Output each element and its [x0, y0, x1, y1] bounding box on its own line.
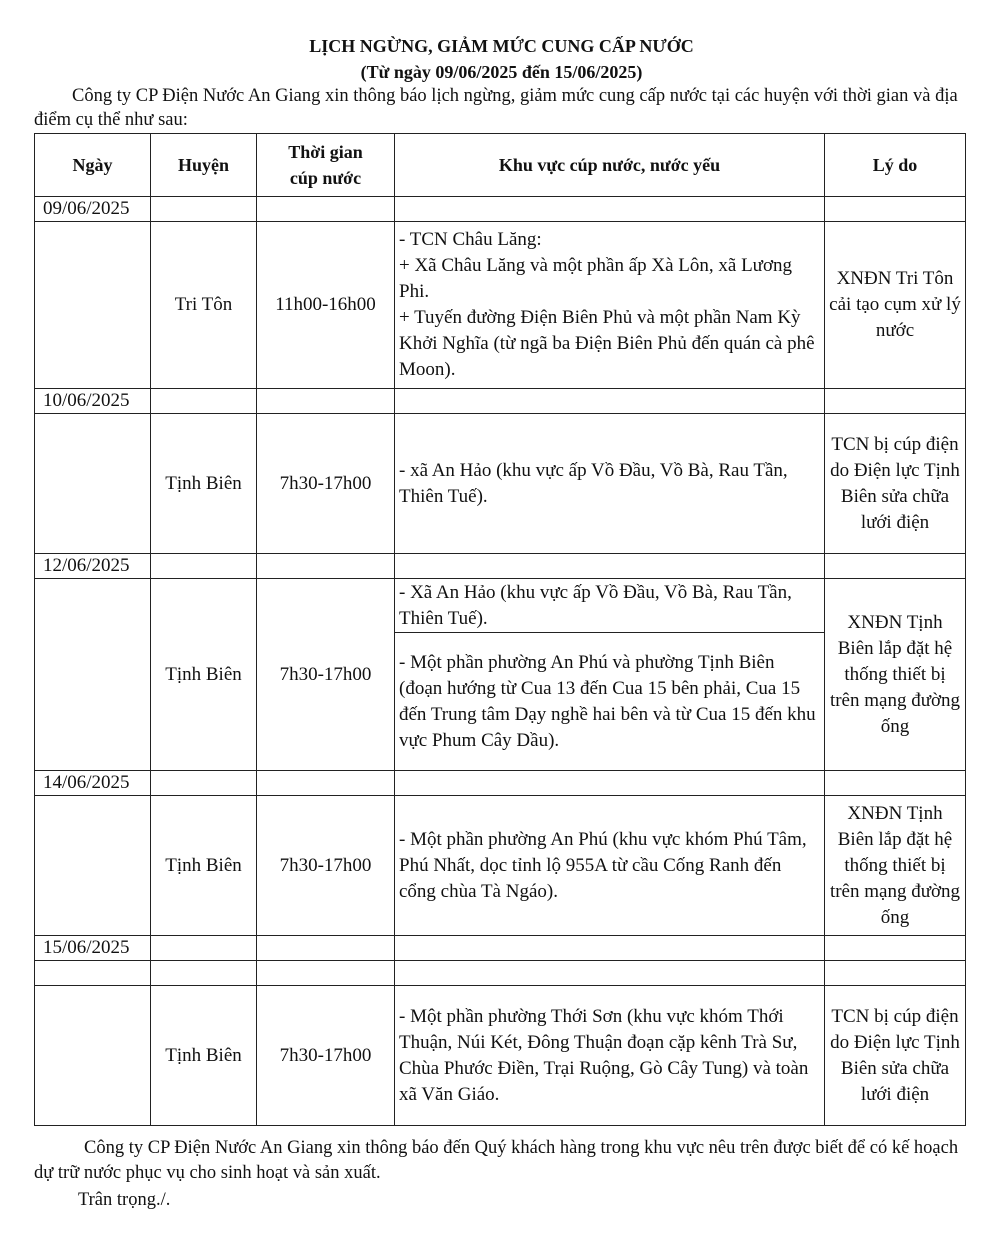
district-cell: Tịnh Biên	[151, 579, 257, 771]
reason-cell: XNĐN Tri Tôn cải tạo cụm xử lý nước	[825, 222, 966, 389]
area-line: + Tuyến đường Điện Biên Phủ và một phần Nam Kỳ Khởi Nghĩa (từ ngã ba Điện Biên Phủ đến quán cà phê Moon).	[399, 307, 815, 380]
header-area: Khu vực cúp nước, nước yếu	[395, 134, 825, 197]
table-row	[35, 986, 966, 1126]
area-cell	[395, 414, 825, 554]
header-reason: Lý do	[825, 134, 966, 197]
time-cell: 7h30-17h00	[257, 579, 395, 771]
document-title: LỊCH NGỪNG, GIẢM MỨC CUNG CẤP NƯỚC	[309, 36, 694, 56]
time-cell: 7h30-17h00	[257, 414, 395, 554]
header-date: Ngày	[35, 134, 151, 197]
date-row	[35, 389, 966, 414]
area-line: - Một phần phường Thới Sơn (khu vực khóm Thới Thuận, Núi Két, Đông Thuận đoạn cặp kênh Trà Sư, Chùa Phước Điền, Trại Ruộng, Gò Cây Tung) và toàn xã Văn Giáo.	[399, 1005, 809, 1105]
schedule-table	[34, 133, 966, 1126]
intro-paragraph: Công ty CP Điện Nước An Giang xin thông báo lịch ngừng, giảm mức cung cấp nước tại các huyện với thời gian và địa điểm cụ thể như sau:	[34, 86, 958, 130]
time-cell: 7h30-17h00	[257, 796, 395, 936]
table-row	[35, 796, 966, 936]
table-row	[35, 222, 966, 389]
document-subtitle: (Từ ngày 09/06/2025 đến 15/06/2025)	[360, 62, 643, 82]
area-cell-part2: - Một phần phường An Phú và phường Tịnh Biên (đoạn hướng từ Cua 13 đến Cua 15 bên phải, Cua 15 đến Trung tâm Dạy nghề hai bên và từ Cua 15 đến khu vực Phum Cây Dầu).	[395, 633, 825, 771]
reason-cell: TCN bị cúp điện do Điện lực Tịnh Biên sửa chữa lưới điện	[825, 414, 966, 554]
date-row	[35, 936, 966, 961]
area-cell	[395, 222, 825, 389]
area-cell	[395, 796, 825, 936]
blank-row	[35, 961, 966, 986]
area-cell	[395, 986, 825, 1126]
signoff: Trân trọng./.	[78, 1190, 171, 1210]
date-row	[35, 197, 966, 222]
date-cell: 14/06/2025	[35, 771, 151, 796]
district-cell: Tịnh Biên	[151, 796, 257, 936]
date-cell: 10/06/2025	[35, 389, 151, 414]
area-line: - xã An Hảo (khu vực ấp Vồ Đầu, Vồ Bà, Rau Tần, Thiên Tuế).	[399, 459, 788, 507]
table-row	[35, 579, 966, 633]
district-cell: Tịnh Biên	[151, 414, 257, 554]
area-line: - TCN Châu Lăng:	[399, 229, 542, 250]
date-row	[35, 554, 966, 579]
reason-cell: XNĐN Tịnh Biên lắp đặt hệ thống thiết bị trên mạng đường ống	[825, 796, 966, 936]
table-row	[35, 414, 966, 554]
reason-cell: TCN bị cúp điện do Điện lực Tịnh Biên sửa chữa lưới điện	[825, 986, 966, 1126]
date-cell: 15/06/2025	[35, 936, 151, 961]
date-cell: 12/06/2025	[35, 554, 151, 579]
area-cell-part1: - Xã An Hảo (khu vực ấp Vồ Đầu, Vồ Bà, Rau Tần, Thiên Tuế).	[395, 579, 825, 633]
date-cell: 09/06/2025	[35, 197, 151, 222]
date-row	[35, 771, 966, 796]
header-district: Huyện	[151, 134, 257, 197]
time-cell: 11h00-16h00	[257, 222, 395, 389]
area-line: - Một phần phường An Phú (khu vực khóm Phú Tâm, Phú Nhất, dọc tỉnh lộ 955A từ cầu Cống Ranh đến cổng chùa Tà Ngáo).	[399, 828, 807, 902]
header-time	[257, 134, 395, 197]
header-time-line1: Thời gian	[288, 142, 363, 162]
closing-paragraph: Công ty CP Điện Nước An Giang xin thông báo đến Quý khách hàng trong khu vực nêu trên được biết để có kế hoạch dự trữ nước phục vụ cho sinh hoạt và sản xuất.	[34, 1138, 959, 1183]
district-cell: Tịnh Biên	[151, 986, 257, 1126]
district-cell: Tri Tôn	[151, 222, 257, 389]
reason-cell: XNĐN Tịnh Biên lắp đặt hệ thống thiết bị trên mạng đường ống	[825, 579, 966, 771]
area-line: + Xã Châu Lăng và một phần ấp Xà Lôn, xã Lương Phi.	[399, 255, 793, 302]
table-header-row	[35, 134, 966, 197]
time-cell: 7h30-17h00	[257, 986, 395, 1126]
header-time-line2: cúp nước	[289, 168, 362, 188]
